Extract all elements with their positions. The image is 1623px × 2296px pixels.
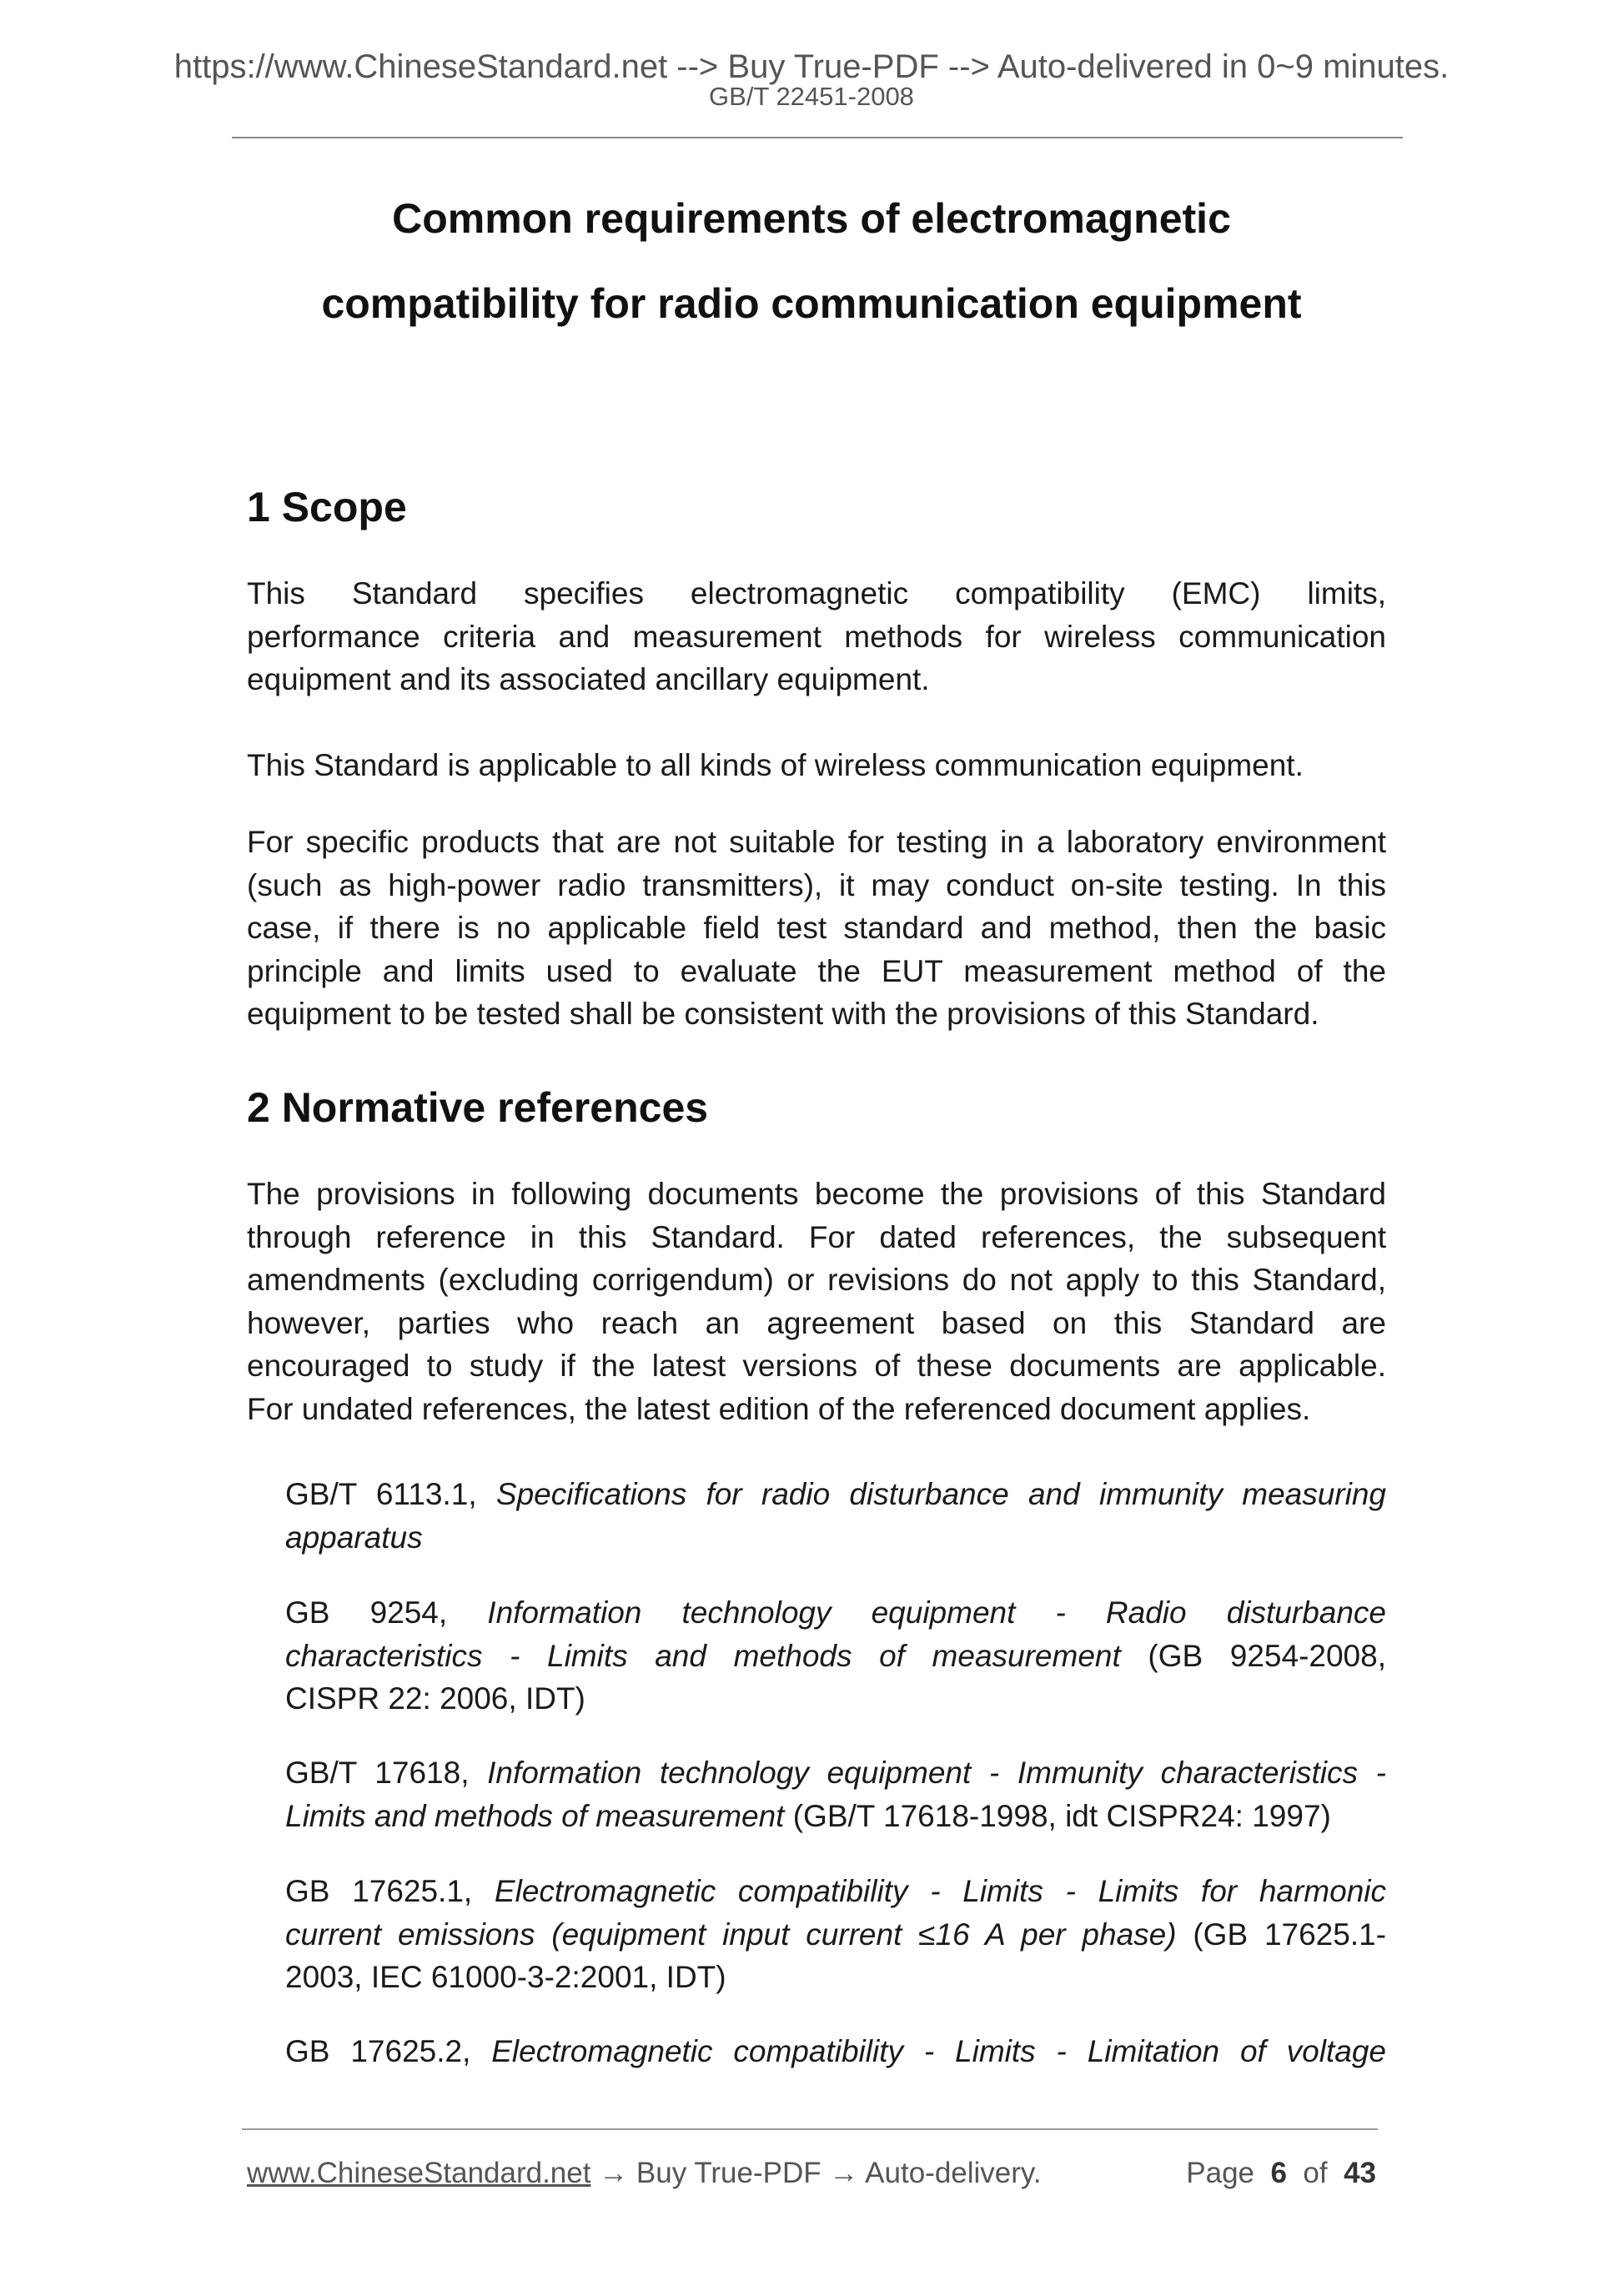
reference-code: GB 9254, — [285, 1595, 488, 1630]
reference-gbt-6113-1 — [285, 1473, 1386, 1559]
reference-title: current emissions (equipment input current ≤16 A per phase) — [285, 1917, 1177, 1952]
reference-title: Limits and methods of measurement — [285, 1798, 785, 1833]
page-indicator — [1186, 2153, 1376, 2193]
text-line: This Standard is applicable to all kinds of wireless communication equipment. — [247, 748, 1304, 782]
reference-line — [285, 2030, 1386, 2073]
footer-divider — [242, 2128, 1378, 2130]
site-link[interactable]: www.ChineseStandard.net — [247, 2157, 591, 2189]
of-label: of — [1303, 2157, 1328, 2189]
reference-line — [285, 1751, 1386, 1795]
reference-detail: (GB 17625.1- — [1176, 1917, 1387, 1952]
scope-paragraph-2 — [247, 744, 1386, 787]
source-banner: https://www.ChineseStandard.net --> Buy True-PDF --> Auto-delivered in 0~9 minutes. — [173, 48, 1450, 85]
text-line: For undated references, the latest edition of the referenced document applies. — [247, 1391, 1311, 1426]
scope-paragraph-3 — [247, 821, 1386, 1036]
total-pages: 43 — [1344, 2157, 1376, 2189]
reference-gb-17625-2 — [285, 2030, 1386, 2073]
footer-tagline — [247, 2153, 1042, 2193]
reference-title: apparatus — [285, 1520, 423, 1555]
text-line: encouraged to study if the latest versions of these documents are applicable. — [247, 1349, 1386, 1383]
reference-detail: 2003, IEC 61000-3-2:2001, IDT) — [285, 1960, 726, 1994]
document-title-line-2: compatibility for radio communication equipment — [321, 280, 1302, 327]
reference-line — [285, 1677, 1386, 1721]
reference-line — [285, 1956, 1386, 1999]
reference-detail: (GB/T 17618-1998, idt CISPR24: 1997) — [784, 1798, 1331, 1833]
text-line: however, parties who reach an agreement based on this Standard are — [247, 1305, 1386, 1340]
standard-code: GB/T 22451-2008 — [709, 82, 914, 111]
text-line: principle and limits used to evaluate the EUT measurement method of the — [247, 953, 1386, 988]
text-line: performance criteria and measurement methods for wireless communication — [247, 619, 1386, 654]
section-heading-normative-references: 2 Normative references — [247, 1084, 709, 1131]
reference-title: Specifications for radio disturbance and immunity measuring — [495, 1477, 1386, 1511]
reference-line — [285, 1591, 1386, 1635]
text-line: equipment and its associated ancillary equipment. — [247, 662, 930, 696]
reference-title: characteristics - Limits and methods of measurement — [285, 1638, 1121, 1673]
document-title-line-1: Common requirements of electromagnetic — [392, 195, 1231, 242]
page-footer — [247, 2153, 1381, 2193]
references-intro — [247, 1173, 1386, 1430]
reference-line — [285, 1516, 1386, 1560]
reference-line — [285, 1473, 1386, 1516]
reference-code: GB 17625.1, — [285, 1874, 495, 1908]
text-line: The provisions in following documents become the provisions of this Standard — [247, 1177, 1386, 1211]
text-line: through reference in this Standard. For dated references, the subsequent — [247, 1219, 1386, 1254]
text-line: equipment to be tested shall be consistent with the provisions of this Standard. — [247, 997, 1319, 1031]
reference-code: GB/T 6113.1, — [285, 1477, 496, 1511]
text-line: For specific products that are not suitable for testing in a laboratory environment — [247, 825, 1386, 859]
reference-detail: CISPR 22: 2006, IDT) — [285, 1681, 585, 1716]
reference-line — [285, 1913, 1386, 1957]
text-line: case, if there is no applicable field test standard and method, then the basic — [247, 911, 1386, 945]
reference-code: GB 17625.2, — [285, 2034, 492, 2068]
reference-line — [285, 1795, 1386, 1838]
page-label: Page — [1186, 2157, 1255, 2189]
text-line: amendments (excluding corrigendum) or revisions do not apply to this Standard, — [247, 1263, 1386, 1297]
reference-title: Information technology equipment - Immunity characteristics - — [487, 1756, 1386, 1790]
reference-code: GB/T 17618, — [285, 1756, 488, 1790]
page-number: 6 — [1270, 2157, 1287, 2189]
scope-paragraph-1 — [247, 572, 1386, 701]
section-heading-scope: 1 Scope — [247, 484, 407, 530]
footer-tagline-text: → Buy True-PDF → Auto-delivery. — [590, 2157, 1042, 2189]
reference-gb-17625-1 — [285, 1870, 1386, 1999]
reference-title: Electromagnetic compatibility - Limits - Limitation of voltage — [491, 2034, 1386, 2068]
reference-title: Electromagnetic compatibility - Limits - Limits for harmonic — [494, 1874, 1386, 1908]
reference-line — [285, 1635, 1386, 1678]
reference-gbt-17618 — [285, 1751, 1386, 1837]
header-divider — [232, 137, 1403, 138]
reference-detail: (GB 9254-2008, — [1120, 1638, 1386, 1673]
text-line: This Standard specifies electromagnetic compatibility (EMC) limits, — [247, 576, 1386, 610]
reference-title: Information technology equipment - Radio disturbance — [487, 1595, 1387, 1630]
reference-gb-9254 — [285, 1591, 1386, 1721]
reference-line — [285, 1870, 1386, 1913]
text-line: (such as high-power radio transmitters), it may conduct on-site testing. In this — [247, 867, 1386, 902]
